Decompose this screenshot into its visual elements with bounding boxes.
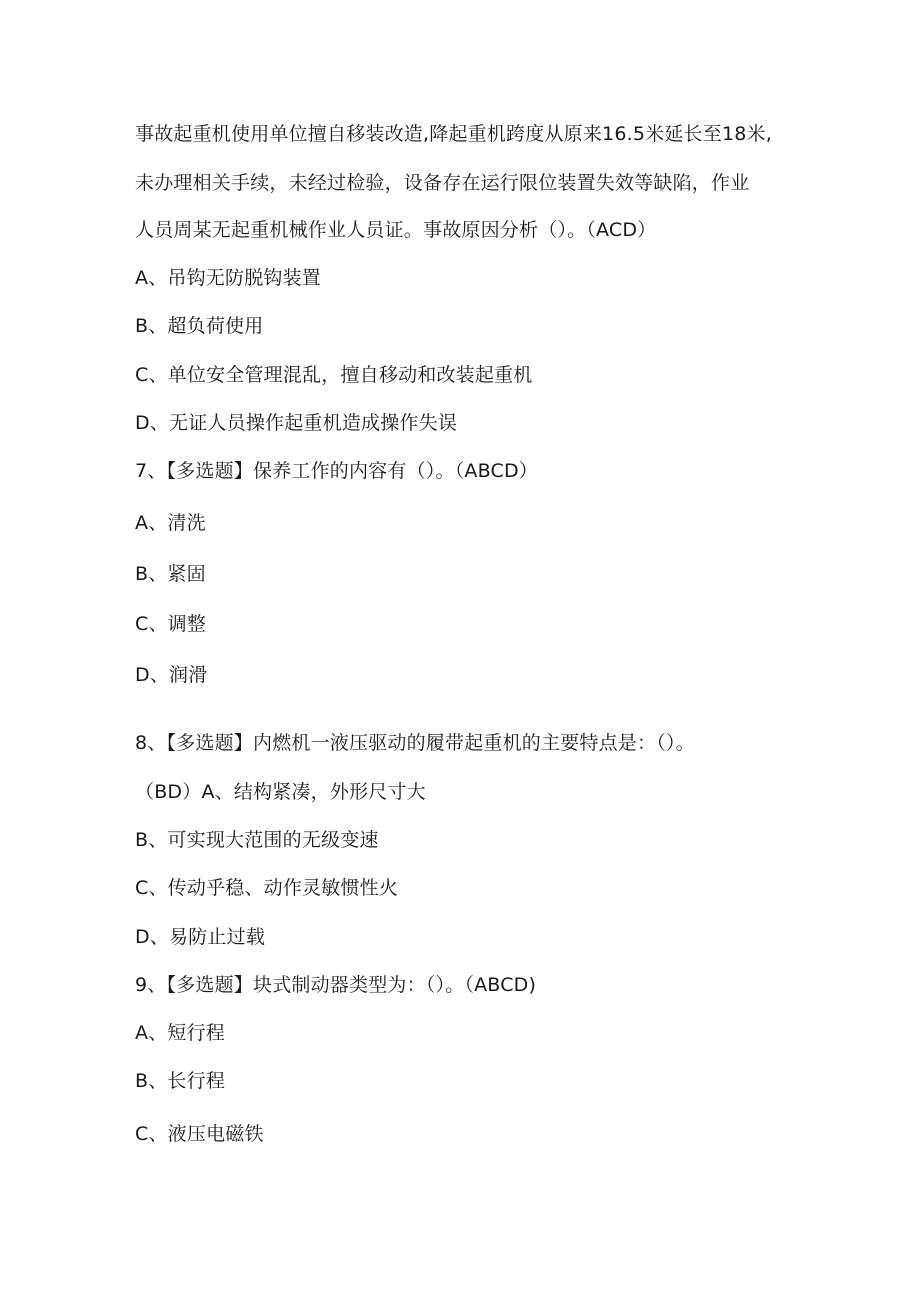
question-9-option-a: A、短行程 (135, 1022, 225, 1044)
question-7-option-a: A、清洗 (135, 512, 206, 534)
question-7-option-c: C、调整 (135, 613, 207, 635)
question-6-option-a: A、吊钩无防脱钩装置 (135, 267, 321, 289)
question-8-title: 8、【多选题】内燃机一液压驱动的履带起重机的主要特点是：（）。 (135, 732, 695, 754)
question-9-option-b: B、长行程 (135, 1070, 226, 1092)
question-8-option-d: D、易防止过载 (135, 926, 266, 948)
question-6-text-line-3: 人员周某无起重机械作业人员证。事故原因分析（）。（ACD） (135, 219, 657, 241)
question-9-title: 9、【多选题】块式制动器类型为：（）。（ABCD) (135, 974, 537, 996)
question-7-title: 7、【多选题】保养工作的内容有（）。（ABCD） (135, 460, 538, 482)
question-8-option-b: B、可实现大范围的无级变速 (135, 829, 379, 851)
question-7-option-d: D、润滑 (135, 664, 208, 686)
question-8-option-c: C、传动乎稳、动作灵敏惯性火 (135, 877, 399, 899)
question-6-text-line-1: 事故起重机使用单位擅自移装改造,降起重机跨度从原来16.5米延长至18米, (135, 123, 772, 145)
question-6-option-c: C、单位安全管理混乱，擅自移动和改装起重机 (135, 364, 533, 386)
question-7-option-b: B、紧固 (135, 563, 206, 585)
question-6-text-line-2: 未办理相关手续，未经过检验，设备存在运行限位装置失效等缺陷，作业 (135, 172, 750, 194)
question-6-option-d: D、无证人员操作起重机造成操作失误 (135, 412, 458, 434)
question-8-answer-option-a: （BD）A、结构紧凑，外形尺寸大 (135, 781, 426, 803)
question-9-option-c: C、液压电磁铁 (135, 1123, 264, 1145)
question-6-option-b: B、超负荷使用 (135, 315, 264, 337)
